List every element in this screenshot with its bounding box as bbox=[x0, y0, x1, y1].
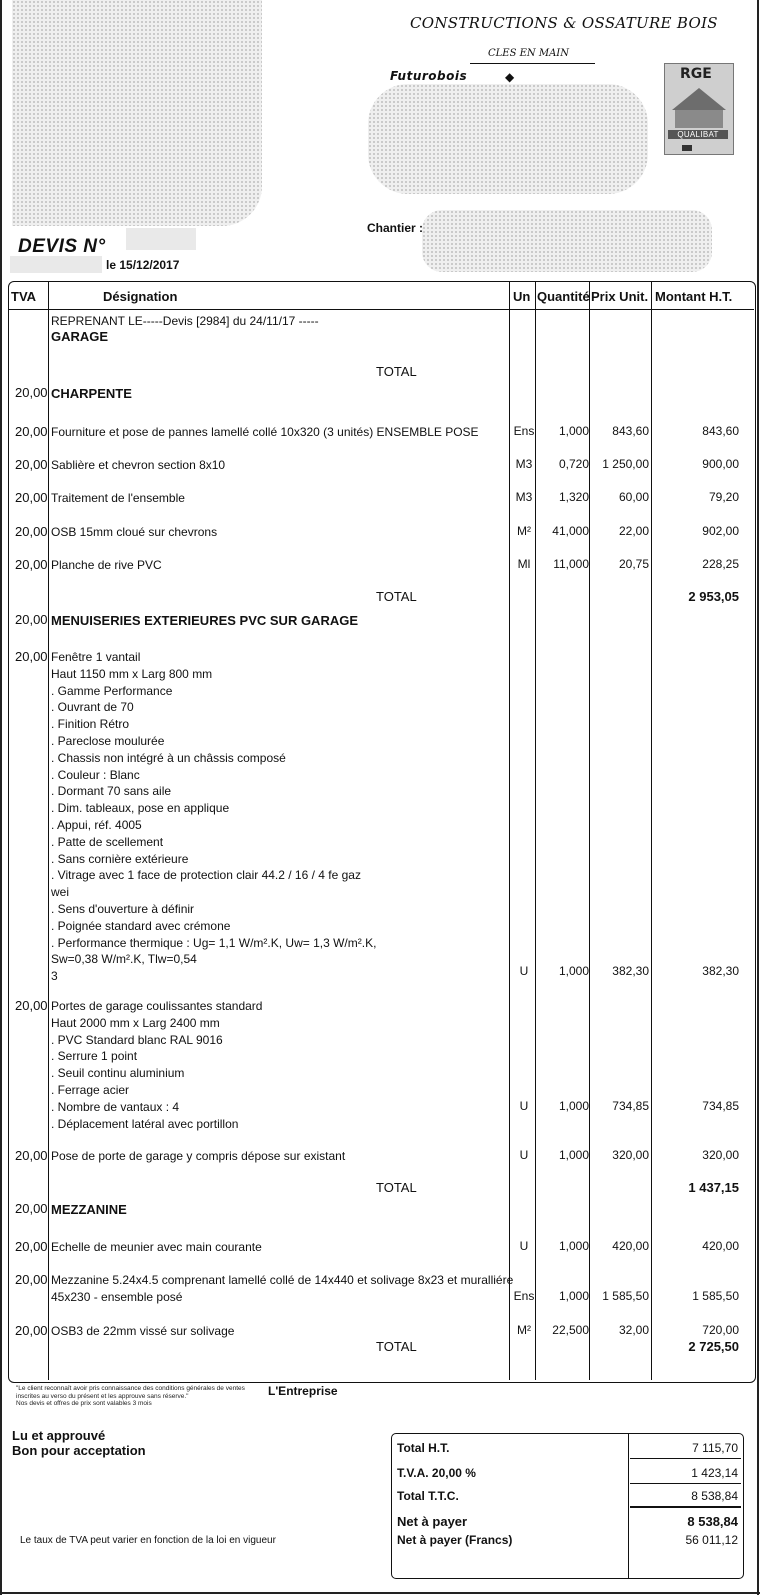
row-qty: 0,720 bbox=[558, 457, 589, 471]
intro-text: REPRENANT LE-----Devis [2984] du 24/11/17 ----- bbox=[51, 314, 319, 328]
row-unit-price: 1 585,50 bbox=[602, 1289, 649, 1303]
row-amount: 843,60 bbox=[702, 424, 739, 438]
row-tva: 20,00 bbox=[15, 557, 48, 572]
section-tva: 20,00 bbox=[15, 612, 48, 627]
total-ttc-value: 8 538,84 bbox=[691, 1489, 738, 1503]
tva-label: T.V.A. 20,00 % bbox=[397, 1466, 476, 1480]
acceptance-label: Lu et approuvé Bon pour acceptation bbox=[12, 1428, 146, 1458]
row-unit-price: 32,00 bbox=[618, 1323, 649, 1337]
row-amount: 902,00 bbox=[702, 524, 739, 538]
qualibat-label: QUALIBAT bbox=[668, 130, 728, 139]
row-qty: 1,000 bbox=[558, 424, 589, 438]
row-tva: 20,00 bbox=[15, 424, 48, 439]
row-unit: U bbox=[519, 1148, 529, 1162]
section-tva: 20,00 bbox=[15, 385, 48, 400]
totals-rule bbox=[630, 1483, 741, 1484]
devis-date: le 15/12/2017 bbox=[106, 258, 180, 272]
row-qty: 1,320 bbox=[558, 490, 589, 504]
redacted-company-address bbox=[368, 84, 648, 194]
row-tva: 20,00 bbox=[15, 490, 48, 505]
row-designation: Planche de rive PVC bbox=[51, 558, 162, 572]
col-divider-unit bbox=[535, 282, 536, 1380]
header-qty: Quantité bbox=[537, 289, 590, 304]
row-unit-price: 382,30 bbox=[612, 964, 649, 978]
row-amount: 720,00 bbox=[702, 1323, 739, 1337]
row-unit-price: 22,00 bbox=[618, 524, 649, 538]
row-designation: Echelle de meunier avec main courante bbox=[51, 1240, 262, 1254]
row-amount: 1 585,50 bbox=[692, 1289, 739, 1303]
row-qty: 1,000 bbox=[558, 1099, 589, 1113]
row-unit: U bbox=[519, 1239, 529, 1253]
chantier-label: Chantier : bbox=[367, 221, 424, 235]
row-designation: Traitement de l'ensemble bbox=[51, 491, 185, 505]
total-ht-value: 7 115,70 bbox=[692, 1441, 738, 1455]
net-a-payer-francs-label: Net à payer (Francs) bbox=[397, 1533, 513, 1547]
total-label: TOTAL bbox=[376, 589, 417, 604]
entreprise-label: L'Entreprise bbox=[268, 1384, 338, 1398]
header-designation: Désignation bbox=[103, 289, 178, 304]
row-qty: 22,500 bbox=[552, 1323, 589, 1337]
company-subtitle: CLES EN MAIN bbox=[488, 48, 570, 59]
row-amount: 320,00 bbox=[702, 1148, 739, 1162]
total-label-garage: TOTAL bbox=[376, 364, 417, 379]
row-designation: Fenêtre 1 vantail Haut 1150 mm x Larg 800 mm . Gamme Performance . Ouvrant de 70 . Finition Rétro . Pareclose moulurée . Chassis non intégré à un châssis composé . Couleur : Blanc . Dormant 70 sans aile . Dim. tableaux, pose en applique . Appui, réf. 4005 . Patte de scellement . Sans cornière extérieure . Vitrage avec 1 face de protection clair 44.2 / 16 / 4 fe gaz wei . Sens d'ouverture à définir . Poignée standard avec crémone . Performance thermique : Ug= 1,1 W/m².K, Uw= 1,3 W/m².K, Sw=0,38 W/m².K, Tlw=0,54 3 bbox=[51, 650, 377, 984]
house-icon bbox=[672, 88, 726, 110]
row-unit: Ml bbox=[517, 557, 531, 571]
section-title: GARAGE bbox=[51, 329, 109, 344]
row-tva: 20,00 bbox=[15, 1148, 48, 1163]
row-unit-price: 20,75 bbox=[618, 557, 649, 571]
badge-year-strip bbox=[682, 145, 692, 151]
section-title: MEZZANINE bbox=[51, 1202, 127, 1217]
row-amount: 900,00 bbox=[702, 457, 739, 471]
row-unit-price: 843,60 bbox=[612, 424, 649, 438]
header-amount: Montant H.T. bbox=[655, 289, 733, 304]
row-designation: Sablière et chevron section 8x10 bbox=[51, 458, 226, 472]
net-a-payer-value: 8 538,84 bbox=[687, 1514, 738, 1529]
col-divider-qty bbox=[589, 282, 590, 1380]
row-unit: Ens bbox=[513, 1289, 535, 1303]
row-qty: 1,000 bbox=[558, 964, 589, 978]
row-qty: 11,000 bbox=[553, 557, 589, 571]
row-unit: M² bbox=[517, 524, 531, 538]
totals-divider bbox=[628, 1433, 629, 1578]
total-ttc-label: Total T.T.C. bbox=[397, 1489, 459, 1503]
row-designation: OSB 15mm cloué sur chevrons bbox=[51, 525, 218, 539]
tva-value: 1 423,14 bbox=[691, 1466, 738, 1480]
row-unit-price: 420,00 bbox=[612, 1239, 649, 1253]
row-qty: 1,000 bbox=[558, 1148, 589, 1162]
row-unit: U bbox=[519, 1099, 529, 1113]
page-border-bottom bbox=[0, 1592, 760, 1594]
header-unit-price: Prix Unit. bbox=[591, 289, 649, 304]
row-unit: M² bbox=[517, 1323, 531, 1337]
row-tva: 20,00 bbox=[15, 524, 48, 539]
header-tva: TVA bbox=[11, 289, 37, 304]
row-designation: Pose de porte de garage y compris dépose sur existant bbox=[51, 1149, 346, 1163]
redacted-logo bbox=[12, 0, 262, 226]
section-tva: 20,00 bbox=[15, 1201, 48, 1216]
header-unit: Un bbox=[513, 289, 531, 304]
row-tva: 20,00 bbox=[15, 1323, 48, 1338]
section-total: 1 437,15 bbox=[688, 1180, 739, 1195]
row-designation: OSB3 de 22mm vissé sur solivage bbox=[51, 1324, 235, 1338]
row-tva: 20,00 bbox=[15, 649, 48, 664]
page-border-left bbox=[0, 0, 2, 1595]
row-tva: 20,00 bbox=[15, 1272, 48, 1287]
row-amount: 734,85 bbox=[702, 1099, 739, 1113]
row-tva: 20,00 bbox=[15, 1239, 48, 1254]
row-qty: 41,000 bbox=[552, 524, 589, 538]
company-title: CONSTRUCTIONS & OSSATURE BOIS bbox=[410, 14, 718, 32]
totals-double-rule bbox=[630, 1506, 741, 1508]
row-tva: 20,00 bbox=[15, 998, 48, 1013]
row-designation: Mezzanine 5.24x4.5 comprenant lamellé collé de 14x440 et solivage 8x23 et muralliére 45x230 - ensemble posé bbox=[51, 1273, 514, 1304]
tva-note: Le taux de TVA peut varier en fonction de la loi en vigueur bbox=[20, 1535, 276, 1546]
row-unit: Ens bbox=[513, 424, 535, 438]
row-unit: M3 bbox=[515, 457, 533, 471]
row-amount: 228,25 bbox=[702, 557, 739, 571]
total-label: TOTAL bbox=[376, 1339, 417, 1354]
devis-title: DEVIS N° bbox=[18, 236, 106, 257]
house-body-icon bbox=[675, 110, 723, 128]
net-a-payer-label: Net à payer bbox=[397, 1514, 468, 1529]
total-label: TOTAL bbox=[376, 1180, 417, 1195]
section-total: 2 725,50 bbox=[688, 1339, 739, 1354]
section-title: MENUISERIES EXTERIEURES PVC SUR GARAGE bbox=[51, 613, 358, 628]
terms-footnote: "Le client reconnaît avoir pris connaissance des conditions générales de ventes inscrites au verso du présent et les approuve sans réserve." Nos devis et offres de prix sont valables 3 mois bbox=[16, 1385, 245, 1407]
total-ht-label: Total H.T. bbox=[397, 1441, 450, 1455]
row-designation: Fourniture et pose de pannes lamellé collé 10x320 (3 unités) ENSEMBLE POSE bbox=[51, 425, 479, 439]
row-tva: 20,00 bbox=[15, 457, 48, 472]
net-a-payer-francs-value: 56 011,12 bbox=[685, 1533, 738, 1547]
row-amount: 79,20 bbox=[708, 490, 739, 504]
redacted-devis-number bbox=[126, 228, 196, 250]
row-unit-price: 1 250,00 bbox=[602, 457, 649, 471]
totals-rule bbox=[630, 1458, 741, 1459]
row-unit: U bbox=[519, 964, 529, 978]
row-qty: 1,000 bbox=[558, 1239, 589, 1253]
rge-badge-text: RGE bbox=[680, 66, 712, 82]
row-amount: 420,00 bbox=[702, 1239, 739, 1253]
brand-logo-text: Futurobois bbox=[390, 69, 468, 83]
row-designation: Portes de garage coulissantes standard Haut 2000 mm x Larg 2400 mm . PVC Standard blanc RAL 9016 . Serrure 1 point . Seuil continu aluminium . Ferrage acier . Nombre de vantaux : 4 . Déplacement latéral avec portillon bbox=[51, 999, 263, 1131]
col-divider-price bbox=[651, 282, 652, 1380]
redacted-client-address bbox=[422, 210, 712, 272]
brand-logo-icon: ◆ bbox=[505, 70, 515, 84]
row-unit-price: 320,00 bbox=[612, 1148, 649, 1162]
row-unit-price: 734,85 bbox=[612, 1099, 649, 1113]
row-amount: 382,30 bbox=[702, 964, 739, 978]
section-title: CHARPENTE bbox=[51, 386, 132, 401]
table-header-rule bbox=[9, 309, 754, 310]
page-border-right bbox=[757, 0, 759, 1595]
row-qty: 1,000 bbox=[558, 1289, 589, 1303]
row-unit: M3 bbox=[515, 490, 533, 504]
row-unit-price: 60,00 bbox=[618, 490, 649, 504]
subtitle-underline bbox=[470, 63, 595, 64]
section-total: 2 953,05 bbox=[688, 589, 739, 604]
redacted-location bbox=[10, 256, 102, 273]
